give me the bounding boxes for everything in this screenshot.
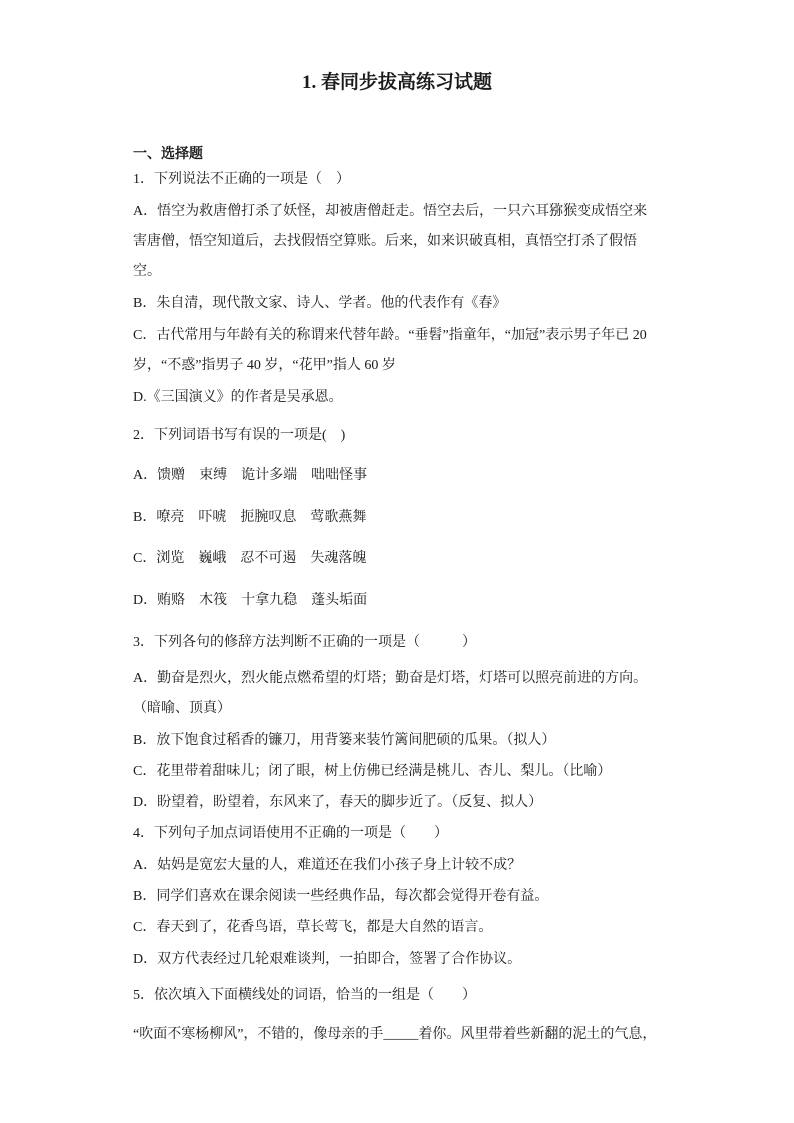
option-line: 岁，“不惑”指男子 40 岁，“花甲”指人 60 岁 [133,358,396,373]
option-line: （暗喻、顶真） [133,701,231,716]
option-line: C．古代常用与年龄有关的称谓来代替年龄。“垂髫”指童年，“加冠”表示男子年已 20 [133,328,647,343]
question-3-option-c: C．花里带着甜味儿；闭了眼，树上仿佛已经满是桃儿、杏儿、梨儿。（比喻） [133,764,612,779]
option-line: 害唐僧，悟空知道后，去找假悟空算账。后来，如来识破真相，真悟空打杀了假悟 [133,234,637,249]
option-line: 空。 [133,264,161,279]
question-1-stem: 1．下列说法不正确的一项是（ ） [133,172,350,187]
question-4-option-d: D．双方代表经过几轮艰难谈判，一拍即合，签署了合作协议。 [133,952,522,967]
question-4-option-b: B．同学们喜欢在课余阅读一些经典作品，每次都会觉得开卷有益。 [133,889,549,904]
question-1-option-d: D.《三国演义》的作者是吴承恩。 [133,390,343,405]
question-2-option-b: B．嘹亮 吓唬 扼腕叹息 莺歌燕舞 [133,510,367,525]
question-2-option-d: D．贿赂 木筏 十拿九稳 蓬头垢面 [133,593,368,608]
option-line: A．勤奋是烈火，烈火能点燃希望的灯塔；勤奋是灯塔，灯塔可以照亮前进的方向。 [133,671,648,686]
question-2-option-a: A．馈赠 束缚 诡计多端 咄咄怪事 [133,468,368,483]
question-1-option-b: B．朱自清，现代散文家、诗人、学者。他的代表作有《春》 [133,296,507,311]
question-5-passage: “吹面不寒杨柳风”，不错的，像母亲的手_____着你。风里带着些新翻的泥土的气息， [133,1027,657,1042]
question-3-option-d: D．盼望着，盼望着，东风来了，春天的脚步近了。（反复、拟人） [133,795,543,810]
question-2-option-c: C．浏览 巍峨 忍不可遏 失魂落魄 [133,551,367,566]
section-heading: 一、选择题 [133,147,203,162]
question-5-stem: 5．依次填入下面横线处的词语，恰当的一组是（ ） [133,988,476,1003]
page-title: 1. 春同步拔高练习试题 [301,72,492,93]
question-4-option-c: C．春天到了，花香鸟语，草长莺飞，都是大自然的语言。 [133,920,493,935]
question-4-stem: 4．下列句子加点词语使用不正确的一项是（ ） [133,826,448,841]
question-3-option-b: B．放下饱食过稻香的镰刀，用背篓来装竹篱间肥硕的瓜果。（拟人） [133,733,556,748]
option-line: A．悟空为救唐僧打杀了妖怪，却被唐僧赶走。悟空去后，一只六耳猕猴变成悟空来 [133,204,648,219]
question-2-stem: 2．下列词语书写有误的一项是( ) [133,428,346,443]
question-3-stem: 3．下列各句的修辞方法判断不正确的一项是（ ） [133,635,476,650]
question-4-option-a: A．姑妈是宽宏大量的人，难道还在我们小孩子身上计较不成？ [133,858,522,873]
